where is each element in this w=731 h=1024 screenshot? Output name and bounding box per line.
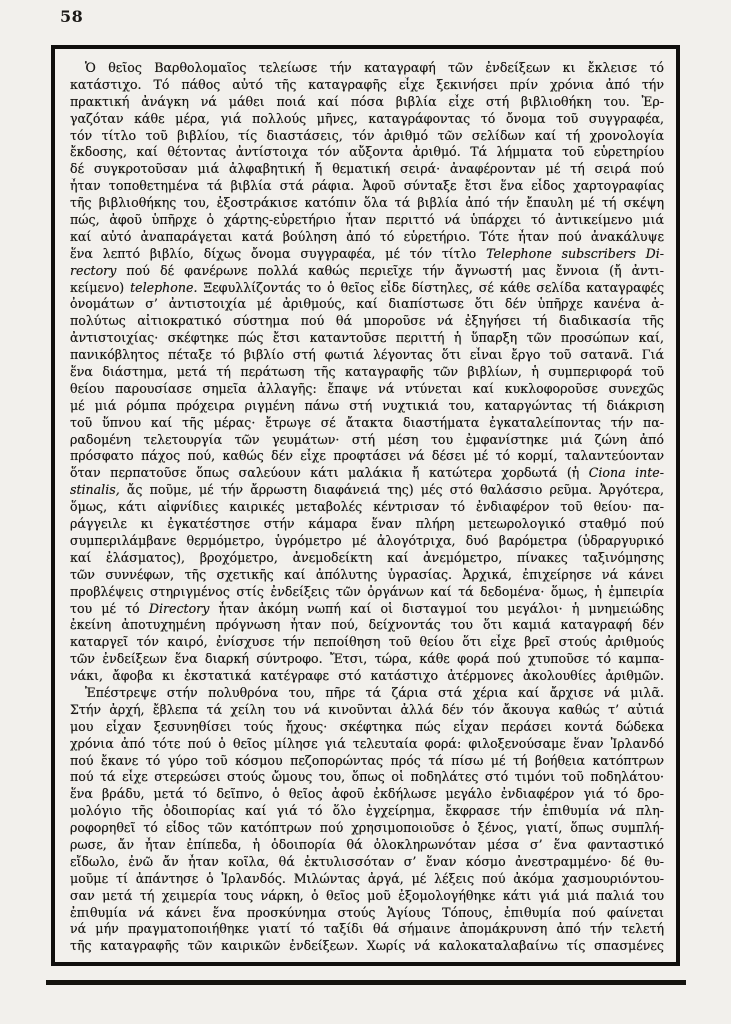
text-line <box>70 212 664 229</box>
text-segment: ἕνα λεπτό βιβλίο, δίχως ὄνομα συγγραφέα, μέ τόν τίτλο <box>70 245 487 261</box>
text-line <box>70 736 664 753</box>
text-line <box>70 432 664 449</box>
text-segment: μοῦμε τί ἀπάντησε ὁ Ἰρλανδός. Μιλώντας ἀργά, μέ λέξεις πού ἀκόμα χασμουριόντου- <box>70 870 664 886</box>
text-segment: Ξεφυλλίζοντάς το ὁ θεῖος εἶδε δίστηλες, σέ κάθε σελίδα καταγραφές <box>197 279 664 295</box>
text-line <box>70 685 664 702</box>
text-segment: του μέ τό <box>70 600 149 616</box>
text-line <box>70 938 664 955</box>
text-segment: συμπεριλάμβανε θερμόμετρο, ὑγρόμετρο μέ ἀλογότριχα, δυό βαρόμετρα (ὑδραργυρικό <box>70 532 664 548</box>
text-segment: σαν μετά τή χειμερία τους νάρκη, ὁ θεῖος μοῦ ἐξομολογήθηκε κάτι γιά μιά παλιά του <box>70 887 664 903</box>
text-line <box>70 584 664 601</box>
text-segment: πρακτική ἀνάγκη νά μάθει ποιά καί πόσα βιβλία εἶχε στή βιβλιοθήκη του. Ἐρ- <box>70 93 664 109</box>
text-segment: ἐκείνη ἀποτυχημένη πρόγνωση ἦταν πού, δείχνοντάς του ὅτι καμιά καταγραφή δέν <box>70 617 664 633</box>
text-segment: ἦταν ἀκόμη νωπή καί οἱ δισταγμοί του μεγάλοι· ἡ μνημειώδης <box>209 600 664 616</box>
scan-edge-line <box>46 980 686 985</box>
text-segment: θείου παρουσίασε σημεῖα ἀλλαγῆς: ἔπαψε νά ντύνεται καί κυκλοφοροῦσε συνεχῶς <box>70 380 664 396</box>
text-segment: πού ἔκανε τό γύρο τοῦ κόσμου πεζοπορώντας πρός τά πίσω μέ τή βοήθεια κατόπτρων <box>70 752 664 768</box>
text-segment: ἔκδοσης, καί θέτοντας ἀντίστοιχα τόν αὔξοντα ἀριθμό. Τά λήμματα τοῦ εὑρετηρίου <box>70 144 664 160</box>
text-line <box>70 144 664 161</box>
text-segment: Ὁ θεῖος Βαρθολομαῖος τελείωσε τήν καταγραφή τῶν ἐνδείξεων κι ἔκλεισε τό <box>85 60 664 75</box>
text-segment: πώς, ἀφοῦ ὑπῆρχε ὁ χάρτης-εὑρετήριο ἦταν περιττό νά ὑπάρχει τό ἀντικείμενο μιά <box>70 212 664 228</box>
text-line <box>70 601 664 618</box>
text-line <box>70 803 664 820</box>
text-line <box>70 888 664 905</box>
text-segment: νά μήν πραγματοποιήθηκε γιατί τό ταξίδι θά σήμαινε ἀπομάκρυνση ἀπό τήν τελετή <box>70 921 664 937</box>
text-line <box>70 195 664 212</box>
italic-text-segment: rectory <box>70 262 117 278</box>
text-segment: ἕνα βράδυ, μετά τό δεῖπνο, ὁ θεῖος ἀφοῦ ἐκδήλωσε μεγάλο ἐνδιαφέρον γιά τό δρο- <box>70 786 664 802</box>
text-segment: πού δέ φανέρωνε πολλά καθώς περιεῖχε τήν ἄγνωστή μας ἔννοια (ἤ ἀντι- <box>116 262 664 278</box>
text-line <box>70 77 664 94</box>
text-line <box>70 786 664 803</box>
text-line <box>70 398 664 415</box>
italic-text-segment: stinalis, <box>70 482 120 498</box>
text-segment: πολύτως αἰτιοκρατικό σύστημα πού θά μποροῦσε νά ἐξηγήσει τή διαδικασία τῆς <box>70 313 664 329</box>
text-segment: ὀνομάτων σ’ ἀντιστοιχία μέ ἀριθμούς, καί διαπίστωσε ὅτι δέν ὑπῆρχε κανένα ἀ- <box>70 296 664 312</box>
text-line <box>70 178 664 195</box>
text-line <box>70 854 664 871</box>
text-segment: ἕνα διάστημα, μετά τή περάτωση τῆς καταγραφῆς τῶν βιβλίων, ἡ συμπεριφορά τοῦ <box>70 364 664 380</box>
text-line <box>70 313 664 330</box>
text-line <box>70 905 664 922</box>
text-line <box>70 415 664 432</box>
text-line <box>70 111 664 128</box>
text-line <box>70 128 664 145</box>
italic-text-segment: Telephone subscribers Di- <box>486 245 664 261</box>
text-line <box>70 381 664 398</box>
text-segment: γαζόταν κάθε μέρα, γιά πολλούς μῆνες, καταγράφοντας τό ὄνομα τοῦ συγγραφέα, <box>70 110 664 126</box>
text-line <box>70 719 664 736</box>
text-segment: μολόγιο τῆς ὁδοιπορίας καί γιά τό ὅλο ἐγχείρημα, ἔκφρασε τήν ἐπιθυμία νά πλη- <box>70 803 664 819</box>
text-segment: πρόσφατο πάχος πού, καθώς δέν εἶχε προφτάσει νά δέσει μέ τό κορμί, ταλαντεύονταν <box>70 448 664 464</box>
text-segment: ἦταν τοποθετημένα τά βιβλία στά ράφια. Ἀφοῦ σύνταξε ἔτσι ἕνα εἶδος χαρτογραφίας <box>70 178 664 194</box>
text-segment: ραδομένη τελετουργία τῶν γευμάτων· στή μέση του ἐμφανίστηκε μιά ζώνη ἀπό <box>70 431 664 447</box>
text-block <box>70 60 664 955</box>
text-segment: δέ συγκροτοῦσαν μιά ἀλφαβητική ἤ θεματική σειρά· ἀναφέρονταν μέ τή σειρά πού <box>70 161 664 177</box>
text-line <box>70 465 664 482</box>
text-line <box>70 837 664 854</box>
text-segment: κατάστιχο. Τό πάθος αὐτό τῆς καταγραφῆς εἶχε ξεκινήσει πρίν χρόνια ἀπό τήν <box>70 76 664 92</box>
text-segment: ροφορηθεῖ τό εἶδος τῶν κατόπτρων πού χρησιμοποιοῦσε ὁ ξένος, γιατί, ὅπως συμπλή- <box>70 820 664 836</box>
text-line <box>70 330 664 347</box>
text-segment: ὅταν περπατοῦσε ὅπως σαλεύουν κάτι μαλάκια ἤ κατώτερα χορδωτά (ἡ <box>70 465 589 481</box>
text-segment: ράγγειλε κι ἐγκατέστησε στήν κάμαρα ἕναν πλήρη μετεωρολογικό σταθμό πού <box>70 516 664 532</box>
text-line <box>70 296 664 313</box>
text-segment: πανικόβλητος πέταξε τό βιβλίο στή φωτιά λέγοντας ὅτι εἶναι ἔργο τοῦ σατανᾶ. Γιά <box>70 347 664 363</box>
text-frame <box>51 45 680 966</box>
text-line <box>70 550 664 567</box>
text-line <box>70 769 664 786</box>
italic-text-segment: Ciona inte- <box>588 465 664 481</box>
text-segment: ἄς ποῦμε, μέ τήν ἄρρωστη διαφάνειά της) μές στό θαλάσσιο ρεῦμα. Ἀργότερα, <box>119 482 664 498</box>
text-line <box>70 516 664 533</box>
text-segment: καί ἐλάσματος), βροχόμετρο, ἀνεμοδείκτη καί ἀνεμόμετρο, πίνακες ταξινόμησης <box>70 549 664 565</box>
text-segment: τοῦ ὕπνου καί τῆς μέρας· ἔτρωγε σέ ἄτακτα διαστήματα ἐγκαταλείποντας τήν πα- <box>70 414 664 430</box>
text-line <box>70 482 664 499</box>
text-line <box>70 263 664 280</box>
text-segment: τῆς βιβλιοθήκης του, ἐξοστράκισε κατόπιν ὅλα τά βιβλία ἀπό τήν ἔπαυλη μέ τή σκέψη <box>70 195 664 211</box>
text-line <box>70 651 664 668</box>
text-segment: μου εἶχαν ξεσυνηθίσει τούς ἤχους· σκέφτηκα πώς εἶχαν περάσει κοντά δώδεκα <box>70 718 664 734</box>
text-line <box>70 347 664 364</box>
text-line <box>70 229 664 246</box>
text-line <box>70 280 664 297</box>
text-segment: καί αὐτό ἀναπαράγεται κατά βούληση ἀπό τό εὑρετήριο. Τότε ἦταν πού ἀνακάλυψε <box>70 228 664 244</box>
text-line <box>70 634 664 651</box>
text-segment: τῆς καταγραφῆς τῶν καιρικῶν ἐνδείξεων. Χωρίς νά καλοκαταλαβαίνω τίς σπασμένες <box>70 938 664 954</box>
text-segment: προβλέψεις στηριγμένος στίς ἐνδείξεις τῶν ὀργάνων καί τά δεδομένα· ὅμως, ἡ ἐμπειρία <box>70 583 664 599</box>
text-line <box>70 567 664 584</box>
page-number: 58 <box>60 7 84 26</box>
italic-text-segment: Directory <box>148 600 210 616</box>
text-segment: τῶν ἐνδείξεων ἕνα διαρκή σύντροφο. Ἔτσι, τώρα, κάθε φορά πού χτυποῦσε τό καμπα- <box>70 651 664 667</box>
text-segment: καταργεῖ τόν καιρό, ἐνίσχυσε τήν πεποίθηση τοῦ θείου ὅτι εἶχε βρεῖ στούς ἀριθμούς <box>70 634 664 650</box>
text-line <box>70 921 664 938</box>
text-segment: τῶν συννέφων, τῆς σχετικῆς καί ἀπόλυτης ὑγρασίας. Ἀρχικά, ἐπιχείρησε νά κάνει <box>70 566 664 582</box>
text-segment: ρωσε, ἄν ἦταν ἐπίπεδα, ἡ ὁδοιπορία θά ὁλοκληρωνόταν μέσα σ’ ἕνα φανταστικό <box>70 836 664 852</box>
text-line <box>70 364 664 381</box>
text-segment: πού τά εἶχε στερεώσει στούς ὤμους του, ὅπως οἱ ποδηλάτες στό τιμόνι τοῦ ποδηλάτου· <box>70 769 664 785</box>
text-segment: ὅμως, κάτι αἰφνίδιες καιρικές μεταβολές κέντρισαν τό ἐνδιαφέρον τοῦ θείου· πα- <box>70 499 664 515</box>
text-line <box>70 617 664 634</box>
text-line <box>70 94 664 111</box>
text-line <box>70 753 664 770</box>
text-segment: κείμενο) <box>70 279 131 295</box>
italic-text-segment: telephone. <box>130 279 198 295</box>
text-line <box>70 60 664 77</box>
text-line <box>70 448 664 465</box>
text-segment: ἐπιθυμία νά κάνει ἕνα προσκύνημα στούς Ἁγίους Τόπους, ἐπιθυμία πού φαίνεται <box>70 904 664 920</box>
text-segment: χρόνια ἀπό τότε πού ὁ θεῖος μίλησε γιά τελευταία φορά: φιλοξενούσαμε ἕναν Ἰρλανδό <box>70 735 664 751</box>
text-segment: Ἐπέστρεψε στήν πολυθρόνα του, πῆρε τά ζάρια στά χέρια καί ἄρχισε νά μιλᾶ. <box>85 684 664 700</box>
text-line <box>70 499 664 516</box>
text-line <box>70 820 664 837</box>
text-line <box>70 533 664 550</box>
text-line <box>70 668 664 685</box>
text-segment: νάκι, ἄφοβα κι ἐκστατικά κατέγραφε στό κατάστιχο ἀτέρμονες ἀκολουθίες ἀριθμῶν. <box>70 668 664 684</box>
text-segment: ἀντιστοιχίας· σκέφτηκε πώς ἔτσι καταντοῦσε περιττή ἡ ὕπαρξη τῶν προσώπων καί, <box>70 330 664 346</box>
text-segment: Στήν ἀρχή, ἔβλεπα τά χείλη του νά κινοῦνται ἀλλά δέν τόν ἄκουγα καθώς τ’ αὐτιά <box>70 701 664 717</box>
text-line <box>70 702 664 719</box>
text-line <box>70 161 664 178</box>
text-line <box>70 871 664 888</box>
text-segment: τόν τίτλο τοῦ βιβλίου, τίς διαστάσεις, τόν ἀριθμό τῶν σελίδων καί τή χρονολογία <box>70 127 664 143</box>
text-segment: μέ μιά ρόμπα πρόχειρα ριγμένη πάνω στή νυχτικιά του, καταργώντας τή διάκριση <box>70 397 664 413</box>
text-segment: εἴδωλο, ἐνῶ ἄν ἦταν κοῖλα, θά ἐκτυλισσόταν σ’ ἕναν κόσμο ἀνεστραμμένο· δέ θυ- <box>70 853 664 869</box>
text-line <box>70 246 664 263</box>
